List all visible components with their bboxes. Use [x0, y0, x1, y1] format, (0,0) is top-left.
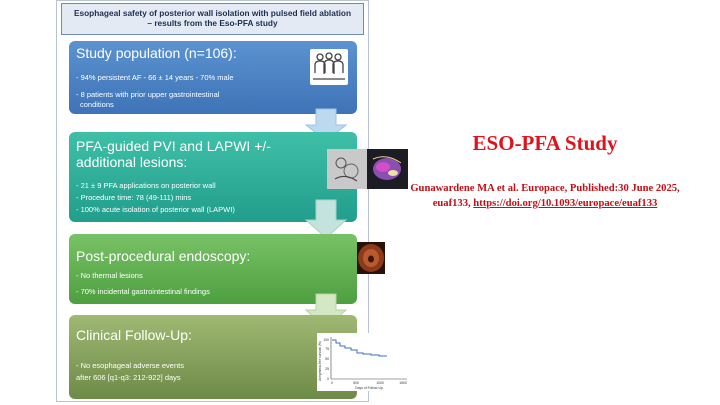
citation	[380, 181, 710, 211]
km-xtick: 0	[331, 381, 333, 385]
poster-title-line1: Esophageal safety of posterior wall isolation with pulsed field ablation	[73, 8, 352, 18]
patients-group-icon	[310, 49, 348, 85]
survival-curve-plot	[317, 333, 409, 391]
bullet: - No esophageal adverse events	[76, 361, 184, 370]
bullet: - No thermal lesions	[76, 271, 143, 280]
km-xtick: 1500	[399, 381, 407, 385]
graphical-abstract	[56, 0, 407, 402]
bullet: after 606 [q1-q3: 212-922] days	[76, 373, 181, 382]
endoscopy-bullets	[76, 271, 210, 297]
bullet: - 21 ± 9 PFA applications on posterior wall	[76, 181, 216, 190]
pfa-procedure-heading-line2: additional lesions:	[76, 154, 188, 170]
poster-title	[61, 3, 364, 35]
down-arrow-icon	[304, 200, 348, 238]
km-xtick: 1000	[376, 381, 384, 385]
citation-id: euaf133,	[432, 198, 474, 209]
bullet: - 8 patients with prior upper gastrointestinal	[76, 90, 220, 99]
km-ytick: 0	[327, 377, 329, 381]
bullet: - 70% incidental gastrointestinal findings	[76, 287, 210, 296]
bullet: - 94% persistent AF - 66 ± 14 years - 70% male	[76, 73, 234, 82]
follow-up-heading: Clinical Follow-Up:	[76, 327, 192, 343]
pfa-procedure-bullets	[76, 181, 235, 215]
km-xlabel: Days of Follow-Up	[355, 386, 383, 390]
citation-line2	[380, 196, 710, 211]
bullet: conditions	[80, 100, 114, 109]
bullet: - 100% acute isolation of posterior wall (LAPWI)	[76, 205, 235, 214]
citation-line1: Gunawardene MA et al. Europace, Published:30 June 2025,	[410, 183, 680, 194]
pfa-procedure-heading-line1: PFA-guided PVI and LAPWI +/-	[76, 138, 271, 154]
km-ytick: 25	[325, 367, 329, 371]
study-title: ESO-PFA Study	[472, 131, 618, 155]
doi-link[interactable]: https://doi.org/10.1093/europace/euaf133	[473, 198, 658, 209]
endoscopy-image	[357, 242, 385, 274]
follow-up-bullets	[76, 361, 184, 383]
km-xtick: 500	[353, 381, 359, 385]
km-ylabel: Arrhythmia-free survival (%)	[318, 341, 322, 381]
study-population-bullets	[76, 73, 234, 110]
follow-up-panel	[69, 315, 357, 399]
study-population-panel	[69, 41, 357, 114]
km-ytick: 100	[323, 338, 329, 342]
study-population-heading: Study population (n=106):	[76, 45, 237, 61]
endoscopy-heading: Post-procedural endoscopy:	[76, 248, 251, 264]
bullet: - Procedure time: 78 (49-111) mins	[76, 193, 192, 202]
km-ytick: 75	[325, 347, 329, 351]
km-ytick: 50	[325, 357, 329, 361]
poster-title-line2: – results from the Eso-PFA study	[147, 18, 278, 28]
